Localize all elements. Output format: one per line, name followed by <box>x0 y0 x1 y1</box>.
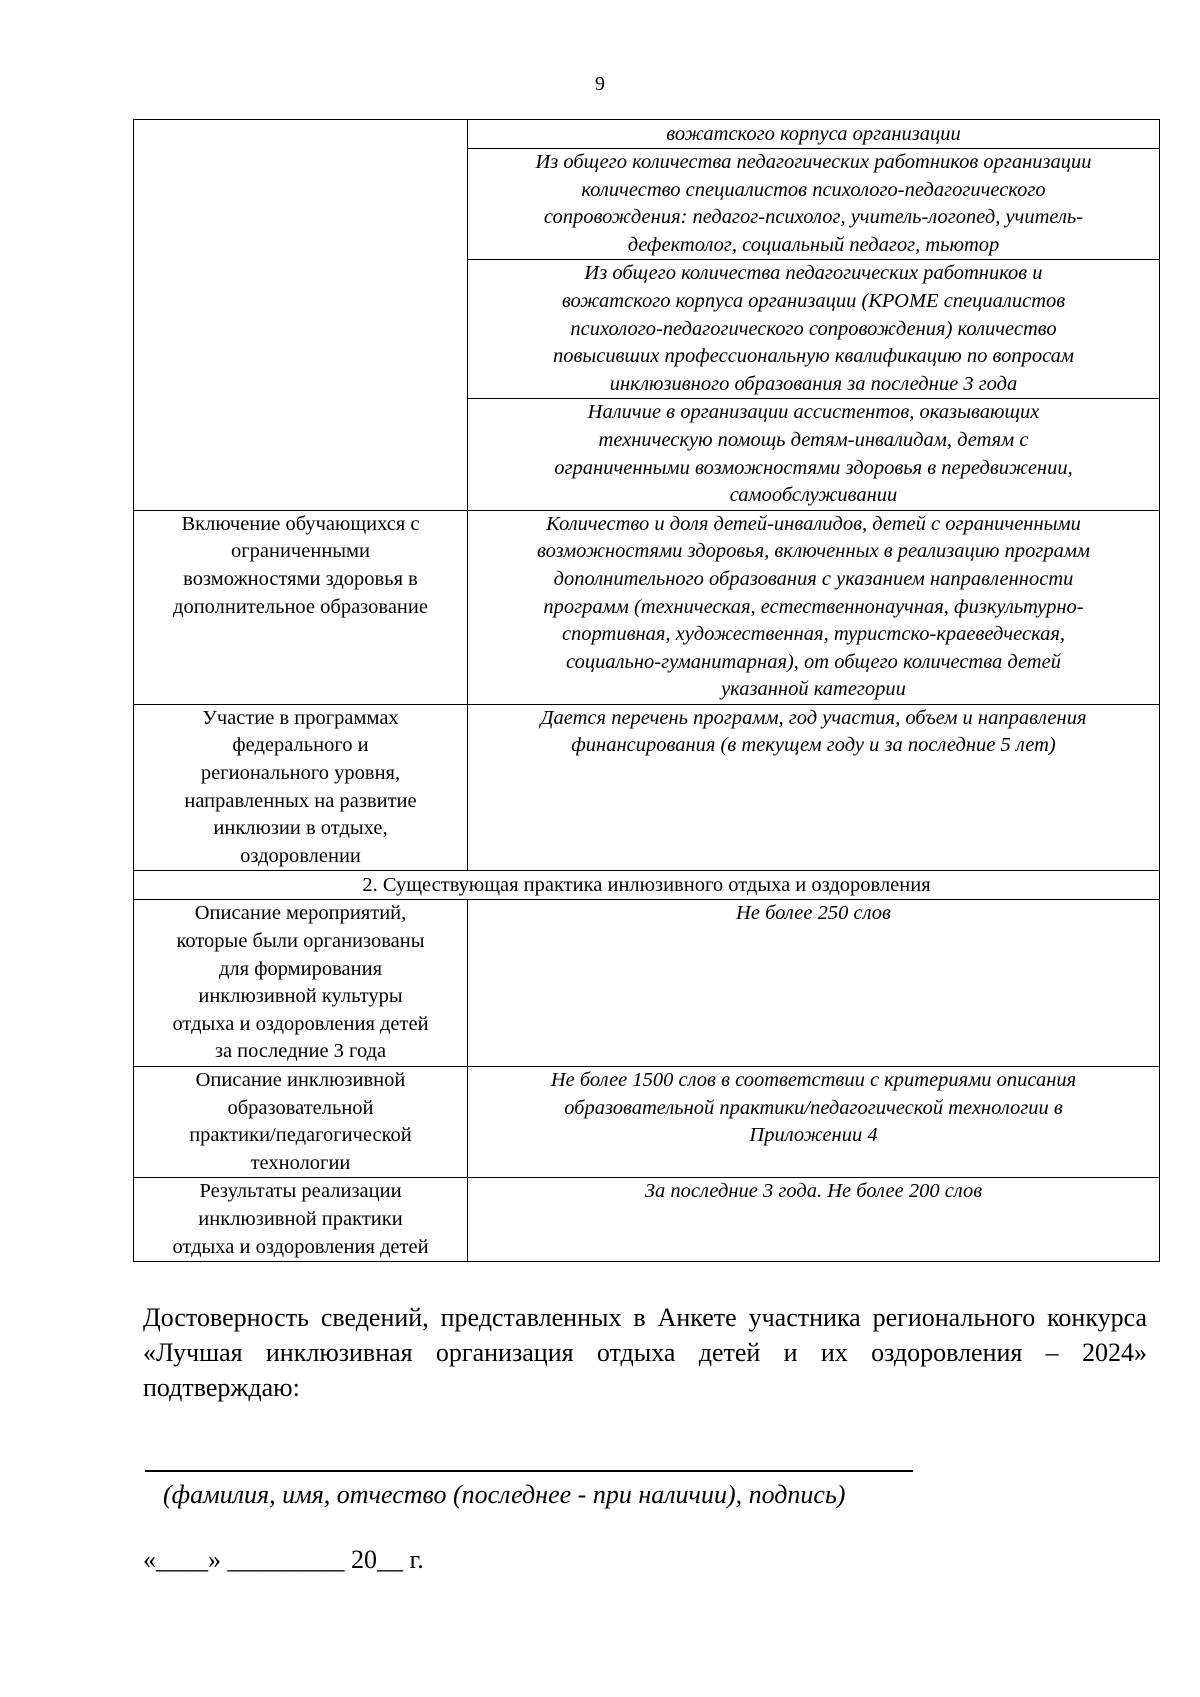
cell-line: отдыха и оздоровления детей <box>172 1235 429 1258</box>
cell-line: направленных на развитие <box>184 789 417 812</box>
cell-line: Не более 250 слов <box>736 902 891 925</box>
signature-line[interactable] <box>145 1470 913 1472</box>
application-form-table <box>133 119 1160 1262</box>
cell-line: Не более 1500 слов в соответствии с критериями описания <box>550 1069 1077 1091</box>
cell-line: финансирования (в текущем году и за последние 5 лет) <box>571 734 1056 757</box>
cell-line: Количество и доля детей-инвалидов, детей с ограниченными <box>546 512 1081 535</box>
table-cell-right <box>468 1178 1160 1262</box>
table-cell-right <box>468 120 1160 149</box>
cell-line: Результаты реализации <box>199 1180 402 1203</box>
cell-line: Дается перечень программ, год участия, объем и направления <box>540 706 1087 729</box>
cell-line: техническую помощь детям-инвалидам, детям с <box>598 428 1029 451</box>
cell-line: для формирования <box>218 957 382 980</box>
table-cell-right <box>468 149 1160 260</box>
cell-line: за последние 3 года <box>214 1040 387 1063</box>
cell-line: возможностями здоровья в <box>183 567 418 590</box>
cell-line: повысивших профессиональную квалификацию по вопросам <box>553 345 1074 368</box>
cell-line: вожатского корпуса организации <box>666 123 961 145</box>
cell-line: образовательной практики/педагогической технологии в <box>564 1096 1063 1119</box>
section-header-cell: 2. Существующая практика инлюзивного отдыха и оздоровления <box>134 871 1160 900</box>
table-row <box>134 871 1160 900</box>
cell-line: отдыха и оздоровления детей <box>172 1012 429 1035</box>
cell-line: оздоровлении <box>240 844 361 867</box>
cell-line: программ (техническая, естественнонаучная, физкультурно- <box>543 595 1084 618</box>
cell-line: самообслуживании <box>729 484 898 507</box>
cell-line: дополнительного образования с указанием направленности <box>553 567 1074 590</box>
declaration-text: Достоверность сведений, представленных в Анкете участника регионального конкурса «Лучшая инклюзивная организация отдыха детей и их оздоровления – 2024» подтверждаю: <box>143 1303 1147 1402</box>
cell-line: спортивная, художественная, туристско-краеведческая, <box>561 623 1066 646</box>
table-cell-right <box>468 1067 1160 1178</box>
cell-line: инклюзивной практики <box>198 1207 403 1230</box>
table-row <box>134 900 1160 1067</box>
cell-line: количество специалистов психолого-педагогического <box>581 178 1046 201</box>
cell-line: ограниченными <box>230 540 370 563</box>
table-cell-right <box>468 510 1160 704</box>
table-cell-right <box>468 399 1160 510</box>
table-row <box>134 1178 1160 1262</box>
cell-line: Участие в программах <box>202 706 399 729</box>
table-cell-left <box>134 704 468 871</box>
table-cell-right <box>468 704 1160 871</box>
date-line[interactable]: «____» _________ 20__ г. <box>143 1545 424 1574</box>
cell-line: инклюзивного образования за последние 3 года <box>609 372 1018 395</box>
table-cell-left <box>134 510 468 704</box>
cell-line: Описание мероприятий, <box>194 902 407 925</box>
table-cell-left <box>134 1067 468 1178</box>
cell-line: регионального уровня, <box>200 762 401 785</box>
cell-line: Из общего количества педагогических работников и <box>584 262 1043 285</box>
cell-line: дефектолог, социальный педагог, тьютор <box>627 233 1000 256</box>
cell-line: инклюзивной культуры <box>198 985 403 1008</box>
cell-line: практики/педагогической <box>189 1124 412 1147</box>
signature-caption: (фамилия, имя, отчество (последнее - при наличии), подпись) <box>163 1480 846 1509</box>
table-row <box>134 120 1160 149</box>
cell-line: Приложении 4 <box>749 1124 878 1147</box>
cell-line: дополнительное образование <box>173 595 428 618</box>
table-row <box>134 510 1160 704</box>
cell-line: образовательной <box>227 1096 374 1119</box>
table-cell-left-empty <box>134 120 468 511</box>
cell-line: вожатского корпуса организации (КРОМЕ специалистов <box>561 289 1066 312</box>
page-number: 9 <box>595 73 605 95</box>
cell-line: За последние 3 года. Не более 200 слов <box>644 1180 983 1203</box>
cell-line: инклюзии в отдыхе, <box>213 817 388 840</box>
cell-line: психолого-педагогического сопровождения) количество <box>570 317 1057 340</box>
table-cell-right <box>468 900 1160 1067</box>
cell-line: технологии <box>250 1151 351 1174</box>
cell-line: Описание инклюзивной <box>195 1069 406 1091</box>
cell-line: социально-гуманитарная), от общего количества детей <box>566 650 1061 673</box>
cell-line: Наличие в организации ассистентов, оказывающих <box>587 401 1040 424</box>
table-cell-right <box>468 260 1160 399</box>
table-cell-left <box>134 900 468 1067</box>
table-row <box>134 1067 1160 1178</box>
cell-line: которые были организованы <box>176 930 425 953</box>
cell-line: ограниченными возможностями здоровья в передвижении, <box>554 456 1073 479</box>
cell-line: Из общего количества педагогических работников организации <box>535 151 1092 173</box>
cell-line: указанной категории <box>721 678 906 701</box>
cell-line: возможностями здоровья, включенных в реализацию программ <box>536 540 1091 563</box>
cell-line: федерального и <box>232 734 369 757</box>
table-cell-left <box>134 1178 468 1262</box>
table-row <box>134 704 1160 871</box>
cell-line: Включение обучающихся с <box>181 512 420 535</box>
cell-line: сопровождения: педагог-психолог, учитель-логопед, учитель- <box>543 206 1084 229</box>
